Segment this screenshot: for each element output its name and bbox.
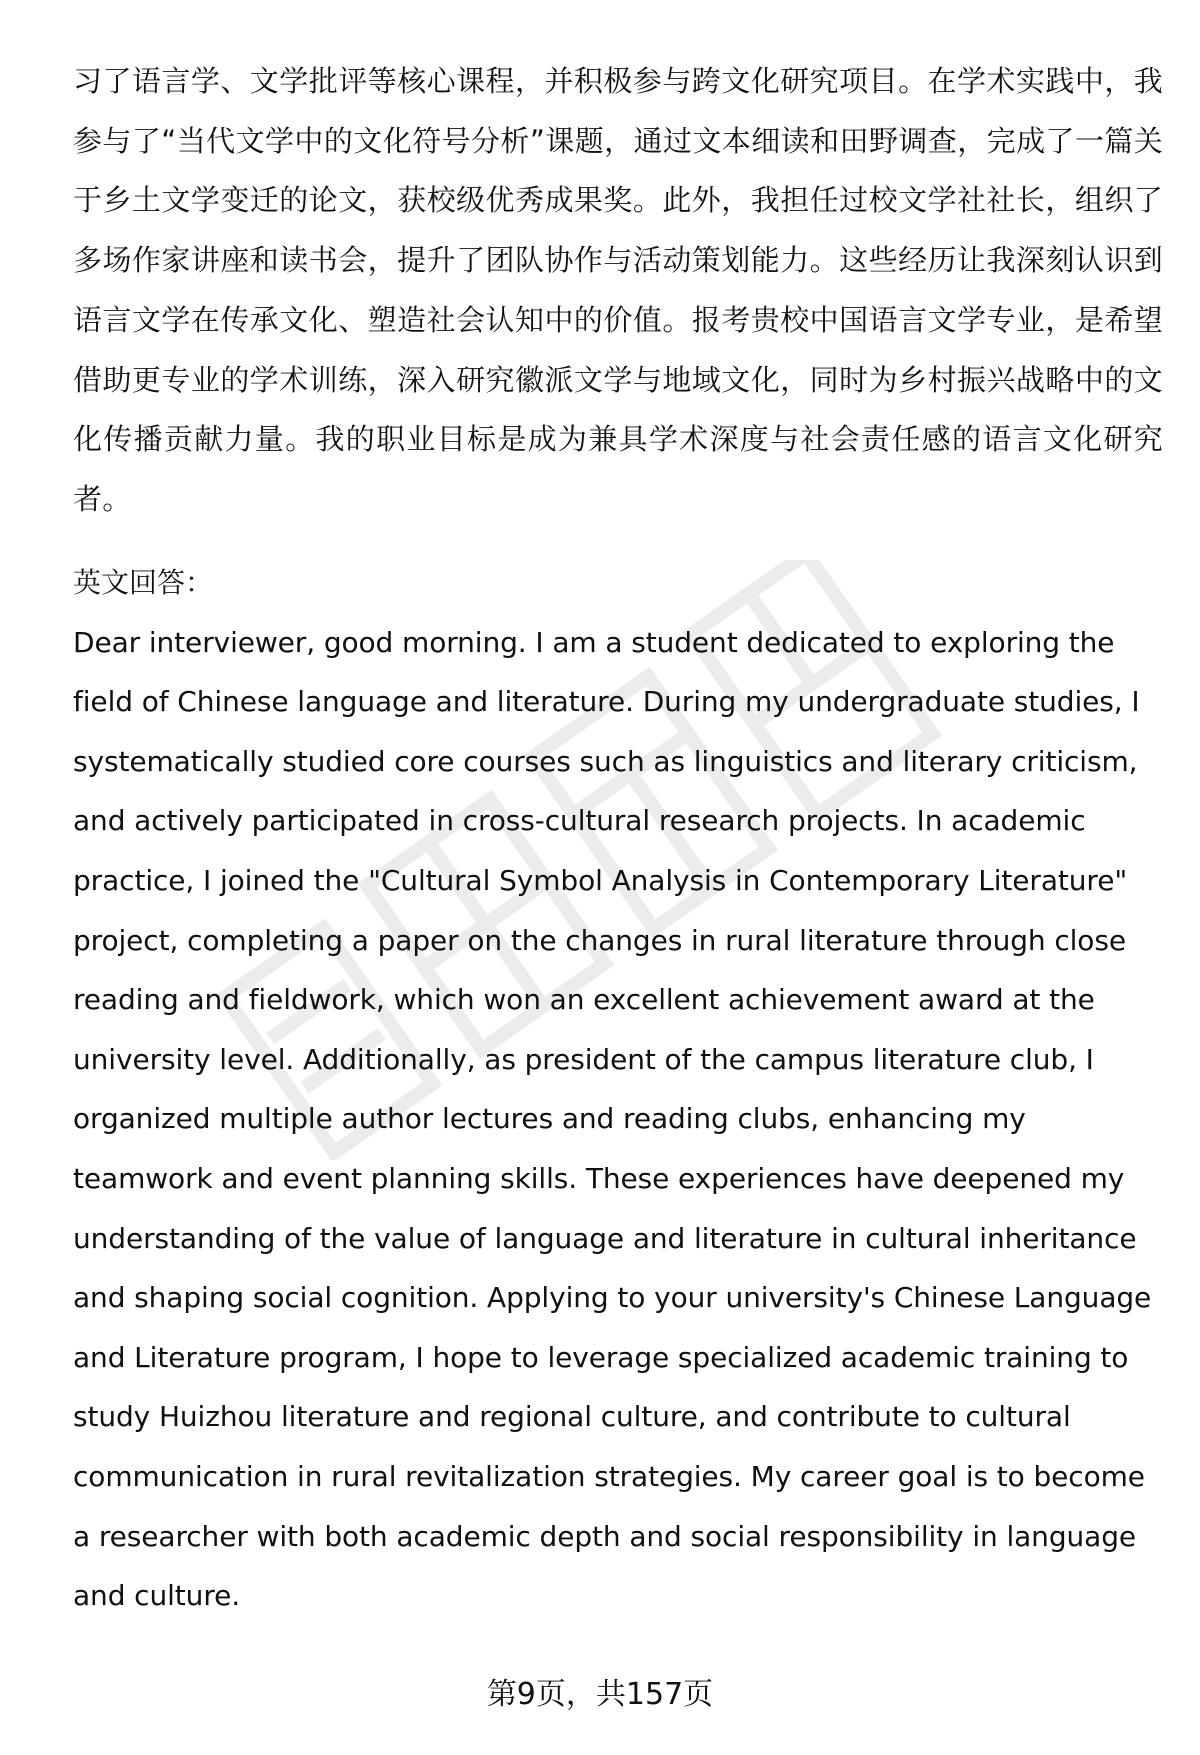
chinese-answer-paragraph: 习了语言学、文学批评等核心课程，并积极参与跨文化研究项目。在学术实践中，我参与了“当代文学中的文化符号分析”课题，通过文本细读和田野调查，完成了一篇关于乡土文学变迁的论文，获校级优秀成果奖。此外，我担任过校文学社社长，组织了多场作家讲座和读书会，提升了团队协作与活动策划能力。这些经历让我深刻认识到语言文学在传承文化、塑造社会认知中的价值。报考贵校中国语言文学专业，是希望借助更专业的学术训练，深入研究徽派文学与地域文化，同时为乡村振兴战略中的文化传播贡献力量。我的职业目标是成为兼具学术深度与社会责任感的语言文化研究者。 bbox=[73, 64, 1163, 516]
page-number: 第9页，共157页 bbox=[486, 1677, 714, 1712]
document-body bbox=[73, 52, 1163, 1626]
english-answer-paragraph: Dear interviewer, good morning. I am a student dedicated to exploring the field of Chinese language and literature. During my undergraduate studies, I systematically studied core courses such as linguistics and literary criticism, and actively participated in cross-cultural research projects. In academic practice, I joined the "Cultural Symbol Analysis in Contemporary Literature" project, completing a paper on the changes in rural literature through close reading and fieldwork, which won an excellent achievement award at the university level. Additionally, as president of the campus literature club, I organized multiple author lectures and reading clubs, enhancing my teamwork and event planning skills. These experiences have deepened my understanding of the value of language and literature in cultural inheritance and shaping social cognition. Applying to your university's Chinese Language and Literature program, I hope to leverage specialized academic training to study Huizhou literature and regional culture, and contribute to cultural communication in rural revitalization strategies. My career goal is to become a researcher with both academic depth and social responsibility in language and culture. bbox=[73, 625, 1152, 1613]
english-answer-label: 英文回答： bbox=[73, 565, 214, 599]
